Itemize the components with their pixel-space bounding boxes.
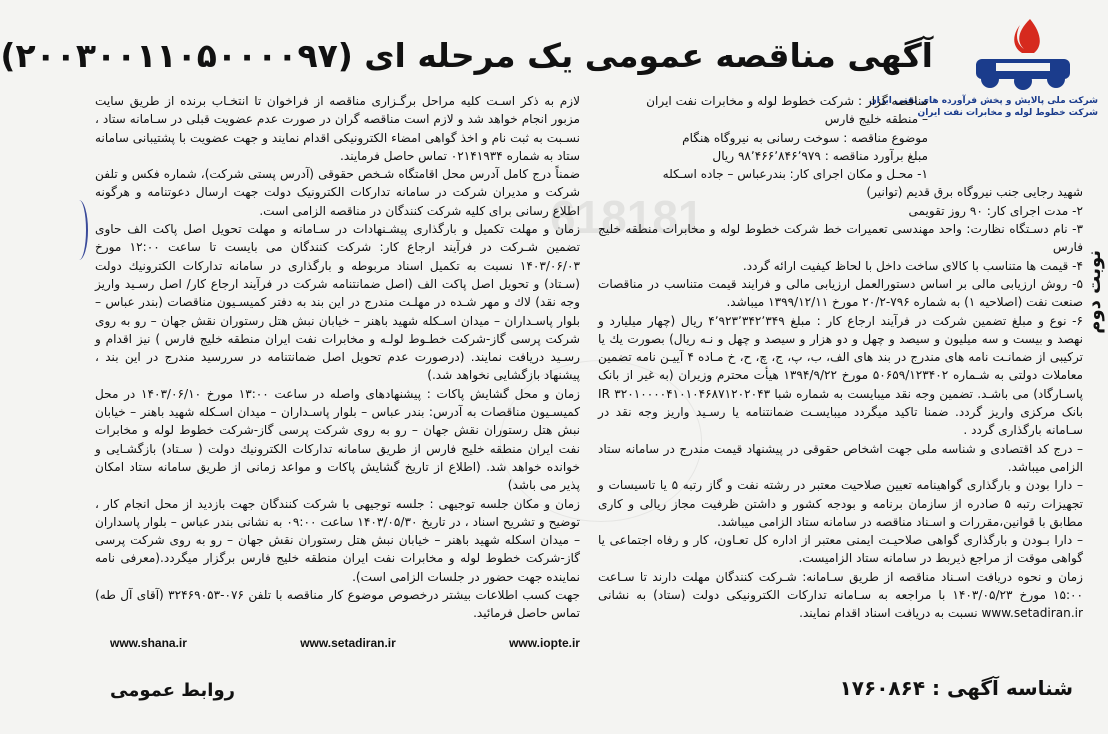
website-link-3[interactable]: www.iopte.ir — [509, 636, 580, 650]
guarantee: ۶- نوع و مبلغ تضمین شرکت در فرآیند ارجاع کار : مبلغ ۴٬۹۲۳٬۳۴۲٬۳۴۹ ریال (چهار میلیارد و نهصد و بیست و سه میلیون و سیصد و چهل و دو هزار و سیصد و چهل و نـه ریال) بصورت یك یا ترکیبی از ضمانـت نامه های مندرج در بند های الف، ب، پ، ج، چ، ح، خ مـاده ۴ آییـن نامه تضمین معاملات دولتی به شـماره ۵۰۶۵۹/۱۲۳۴۰۲ مورخ ۱۳۹۴/۹/۲۲ هیأت محترم وزیران (به غیر از بانک پاسـارگاد) می باشـد. تضمین وجه نقد میبایست به شماره شبا IR ۳۲۰۱۰۰۰۰۴۱۰۱۰۴۶۸۷۱۲۰۲۰۴۳ بانک مرکزی واریز گردد. ضمنا تاکید میگردد میبایسـت ضمانتنامه یا رسـید واریز وجه نقد در سـامانه بارگذاری گردد . — [598, 313, 1084, 438]
oil-company-logo-icon — [968, 15, 1078, 95]
economic-code-note: – درج کد اقتصادی و شناسه ملی جهت اشخاص حقوقی در پیشنهاد قیمت مندرج در سامانه ستاد الزامی میباشد. — [598, 441, 1083, 474]
left-column — [95, 92, 580, 642]
address-note: ضمناً درج کامل آدرس محل اقامتگاه شـخص حقوقی (آدرس پستی شرکت)، شماره فکس و تلفن شرکت و مدیران شرکت در سامانه تدارکات الکترونیک دولت جهت ارسال دعوتنامه و هرگونه اطلاع رسانی برای کلیه شرکت کنندگان در مناقصه الزامی است. — [95, 167, 580, 218]
right-column-header-lines — [598, 92, 928, 183]
public-relations: روابط عمومی — [110, 680, 236, 701]
side-pen-mark — [70, 200, 88, 260]
price-note: ۴- قیمت ها متناسب با کالای ساخت داخل با لحاظ کیفیت ارائه گردد. — [742, 258, 1083, 273]
website-link-1[interactable]: www.shana.ir — [110, 636, 187, 650]
tender-organizer: مناقصه گزار : شرکت خطوط لوله و مخابرات نفت ایران — [646, 94, 928, 108]
tender-estimate: مبلغ برآورد مناقصه : ۹۸٬۴۶۶٬۸۴۶٬۹۷۹ ریال — [712, 148, 928, 163]
contact-info: جهت کسب اطلاعات بیشتر درخصوص موضوع کار مناقصه با تلفن ۰۷۶-۳۲۴۶۹۰۵۳ (آقای آل طه) تماس حاصل فرمائید. — [95, 588, 580, 621]
supervisor: ۳- نام دسـتگاه نظارت: واحد مهندسی تعمیرات خط شرکت خطوط لوله و مخابرات منطقه خلیج فارس — [598, 222, 1083, 255]
qualification-note: – دارا بودن و بارگذاری گواهینامه تعیین صلاحیت معتبر در رشته نفت و گاز رتبه ۵ یا تاسیسات و تجهیزات رتبه ۵ صادره از سازمان برنامه و بودجه کشور و داشتن ظرفیت مجاز ریالی و کاری مطابق با قوانین،مقررات و اسـناد مناقصه در سامانه ستاد الزامی میباشد. — [598, 478, 1083, 529]
submission-deadline: زمان و مهلت تکمیل و بارگذاری پیشـنهادات در سـامانه و مهلت تحویل اصل پاکت الف حاوی تضمین شـرکت در فرآیند ارجاع کار: شرکت کنندگان می بایست تا ساعت ۱۲:۰۰ مورخ ۱۴۰۳/۰۶/۰۳ نسبت به تکمیل اسناد مربوطه و بارگذاری در سامانه تدارکات الکترونیك دولت (سـتاد) و تحویل اصل پاکت الف (اصل ضمانتنامه شرکت در فرآیند ارجاع کار/ اصل رسـید واریز وجه نقد) لاك و مهر شـده در مهلـت مندرج در این بند به دفتر کمیسـیون مناقصات (بندر عباس – بلوار پاسـداران – میدان اسـکله شهید باهنر – خیابان نبش هتل رستوران نقش جهان – رو به روی شرکت پرسی گاز-شرکت خطـوط لولـه و مخابرات نفت ایران منطقه خلیج فارس ) نیز اقدام و رسـید دریافت نمایند. (درصورت عدم تحویل اصل ضمانتنامه در سررسید مندرج در این بند ، پیشنهاد بازگشایی نخواهد شد.) — [95, 222, 581, 383]
org-line-2: شرکت خطوط لوله و مخابرات نفت ایران — [917, 108, 1098, 118]
ad-identifier: شناسه آگهی : ۱۷۶۰۸۶۴ — [839, 676, 1073, 700]
work-location-continued: شهید رجایی جنب نیروگاه برق قدیم (توانیر) — [866, 185, 1083, 200]
work-duration: ۲- مدت اجرای کار: ۹۰ روز تقویمی — [908, 203, 1083, 218]
round-label: نوبت دوم — [1084, 250, 1105, 334]
watermark: 618181 — [550, 191, 704, 243]
briefing-session: زمان و مکان جلسه توجیهی : جلسه توجیهی با شرکت کنندگان جهت بازدید از محل انجام کار ، توضیح و تشریح اسناد ، در تاریخ ۱۴۰۳/۰۵/۳۰ ساعت ۰۹:۰۰ به نشانی بندر عباس – بلوار پاسداران – میدان اسکله شهید باهنر – خیابان نبش هتل رستوران نقش جهان – رو به روی شرکت پرسی گاز-شرکت خطوط لوله و مخابرات نفت ایران منطقه خلیج فارس برگزار میگردد.(معرفی نامه نماینده جهت حضور در جلسات الزامی است). — [95, 496, 580, 584]
ad-title: آگهی مناقصه عمومی یک مرحله ای (۲۰۰۳۰۰۱۱۰۵۰۰۰۰۹۷) — [0, 36, 933, 75]
document-receipt: زمان و نحوه دریافت اسـناد مناقصه از طریق سـامانه: شـرکت کنندگان مهلت دارند تا سـاعت ۱۵:۰۰ مورخ ۱۴۰۳/۰۵/۲۳ با مراجعه به سـامانه تدارکات الکترونیکی دولت (ستاد) به نشانی www.setadiran.ir نسبت به دریافت اسناد اقدام نمایند. — [598, 569, 1084, 621]
org-line-1: شرکت ملی پالایش و پخش فرآورده های نفتی ایران — [869, 96, 1098, 106]
tender-subject: موضوع مناقصه : سوخت رسانی به نیروگاه هنگام — [682, 130, 928, 145]
website-link-2[interactable]: www.setadiran.ir — [300, 636, 396, 650]
website-links — [110, 636, 580, 650]
registration-note: لازم به ذکر اسـت کلیه مراحل برگـزاری مناقصه از فراخوان تا انتخـاب برنده از طریق سایت مزبور انجام خواهد شد و لازم است مناقصه گران در صورت عدم عضویت قبلی در سـامانه ستاد ، نسـبت به ثبت نام و اخذ گواهی امضاء الکترونیکی اقدام نمایند و جهت عضویت با پشتیبانی سامانه ستاد به شماره ۰۲۱۴۱۹۳۴ تماس حاصل فرمایند. — [95, 94, 580, 163]
right-column — [598, 92, 1083, 672]
financial-evaluation: ۵- روش ارزیابی مالی بر اساس دستورالعمل ارزیابی مالی و فرایند قیمت متناسب در مناقصات صنعت نفت (اصلاحیه ۱) به شماره ۷۹۶-۲۰/۲ مورخ ۱۳۹۹/۱۲/۱۱ میباشد. — [598, 276, 1083, 310]
opening-time: زمان و محل گشایش پاکات : پیشنهادهای واصله در ساعت ۱۳:۰۰ مورخ ۱۴۰۳/۰۶/۱۰ در محل کمیسـیون مناقصات به آدرس: بندر عباس – بلوار پاسـداران – میدان اسـکله شهید باهنر – خیابان نبش هتل رستوران نقش جهان – رو به روی شرکت پرسی گاز-شرکت خطوط لوله و مخابرات نفت ایران منطقه خلیج فارس از طریق سامانه تدارکات الکترونیك دولت ( سـتاد) بازگشـایی و خوانده خواهد شد. (اطلاع از تاریخ گشایش پاکات و مواعد زمانی از طریق سامانه ستاد امکان پذیر می باشد) — [95, 386, 581, 493]
work-location: ۱- محـل و مکان اجرای کار: بندرعباس – جاده اسـکله — [662, 167, 928, 182]
tender-region: – منطقه خلیج فارس — [824, 112, 928, 127]
safety-note: – دارا بـودن و بارگذاری گواهی صلاحیـت ایمنی معتبر از اداره کل تعـاون، کار و رفاه اجتماعی یا گواهی موقت از مراجع ذیربط در سامانه ستاد الزامیست. — [598, 533, 1083, 566]
